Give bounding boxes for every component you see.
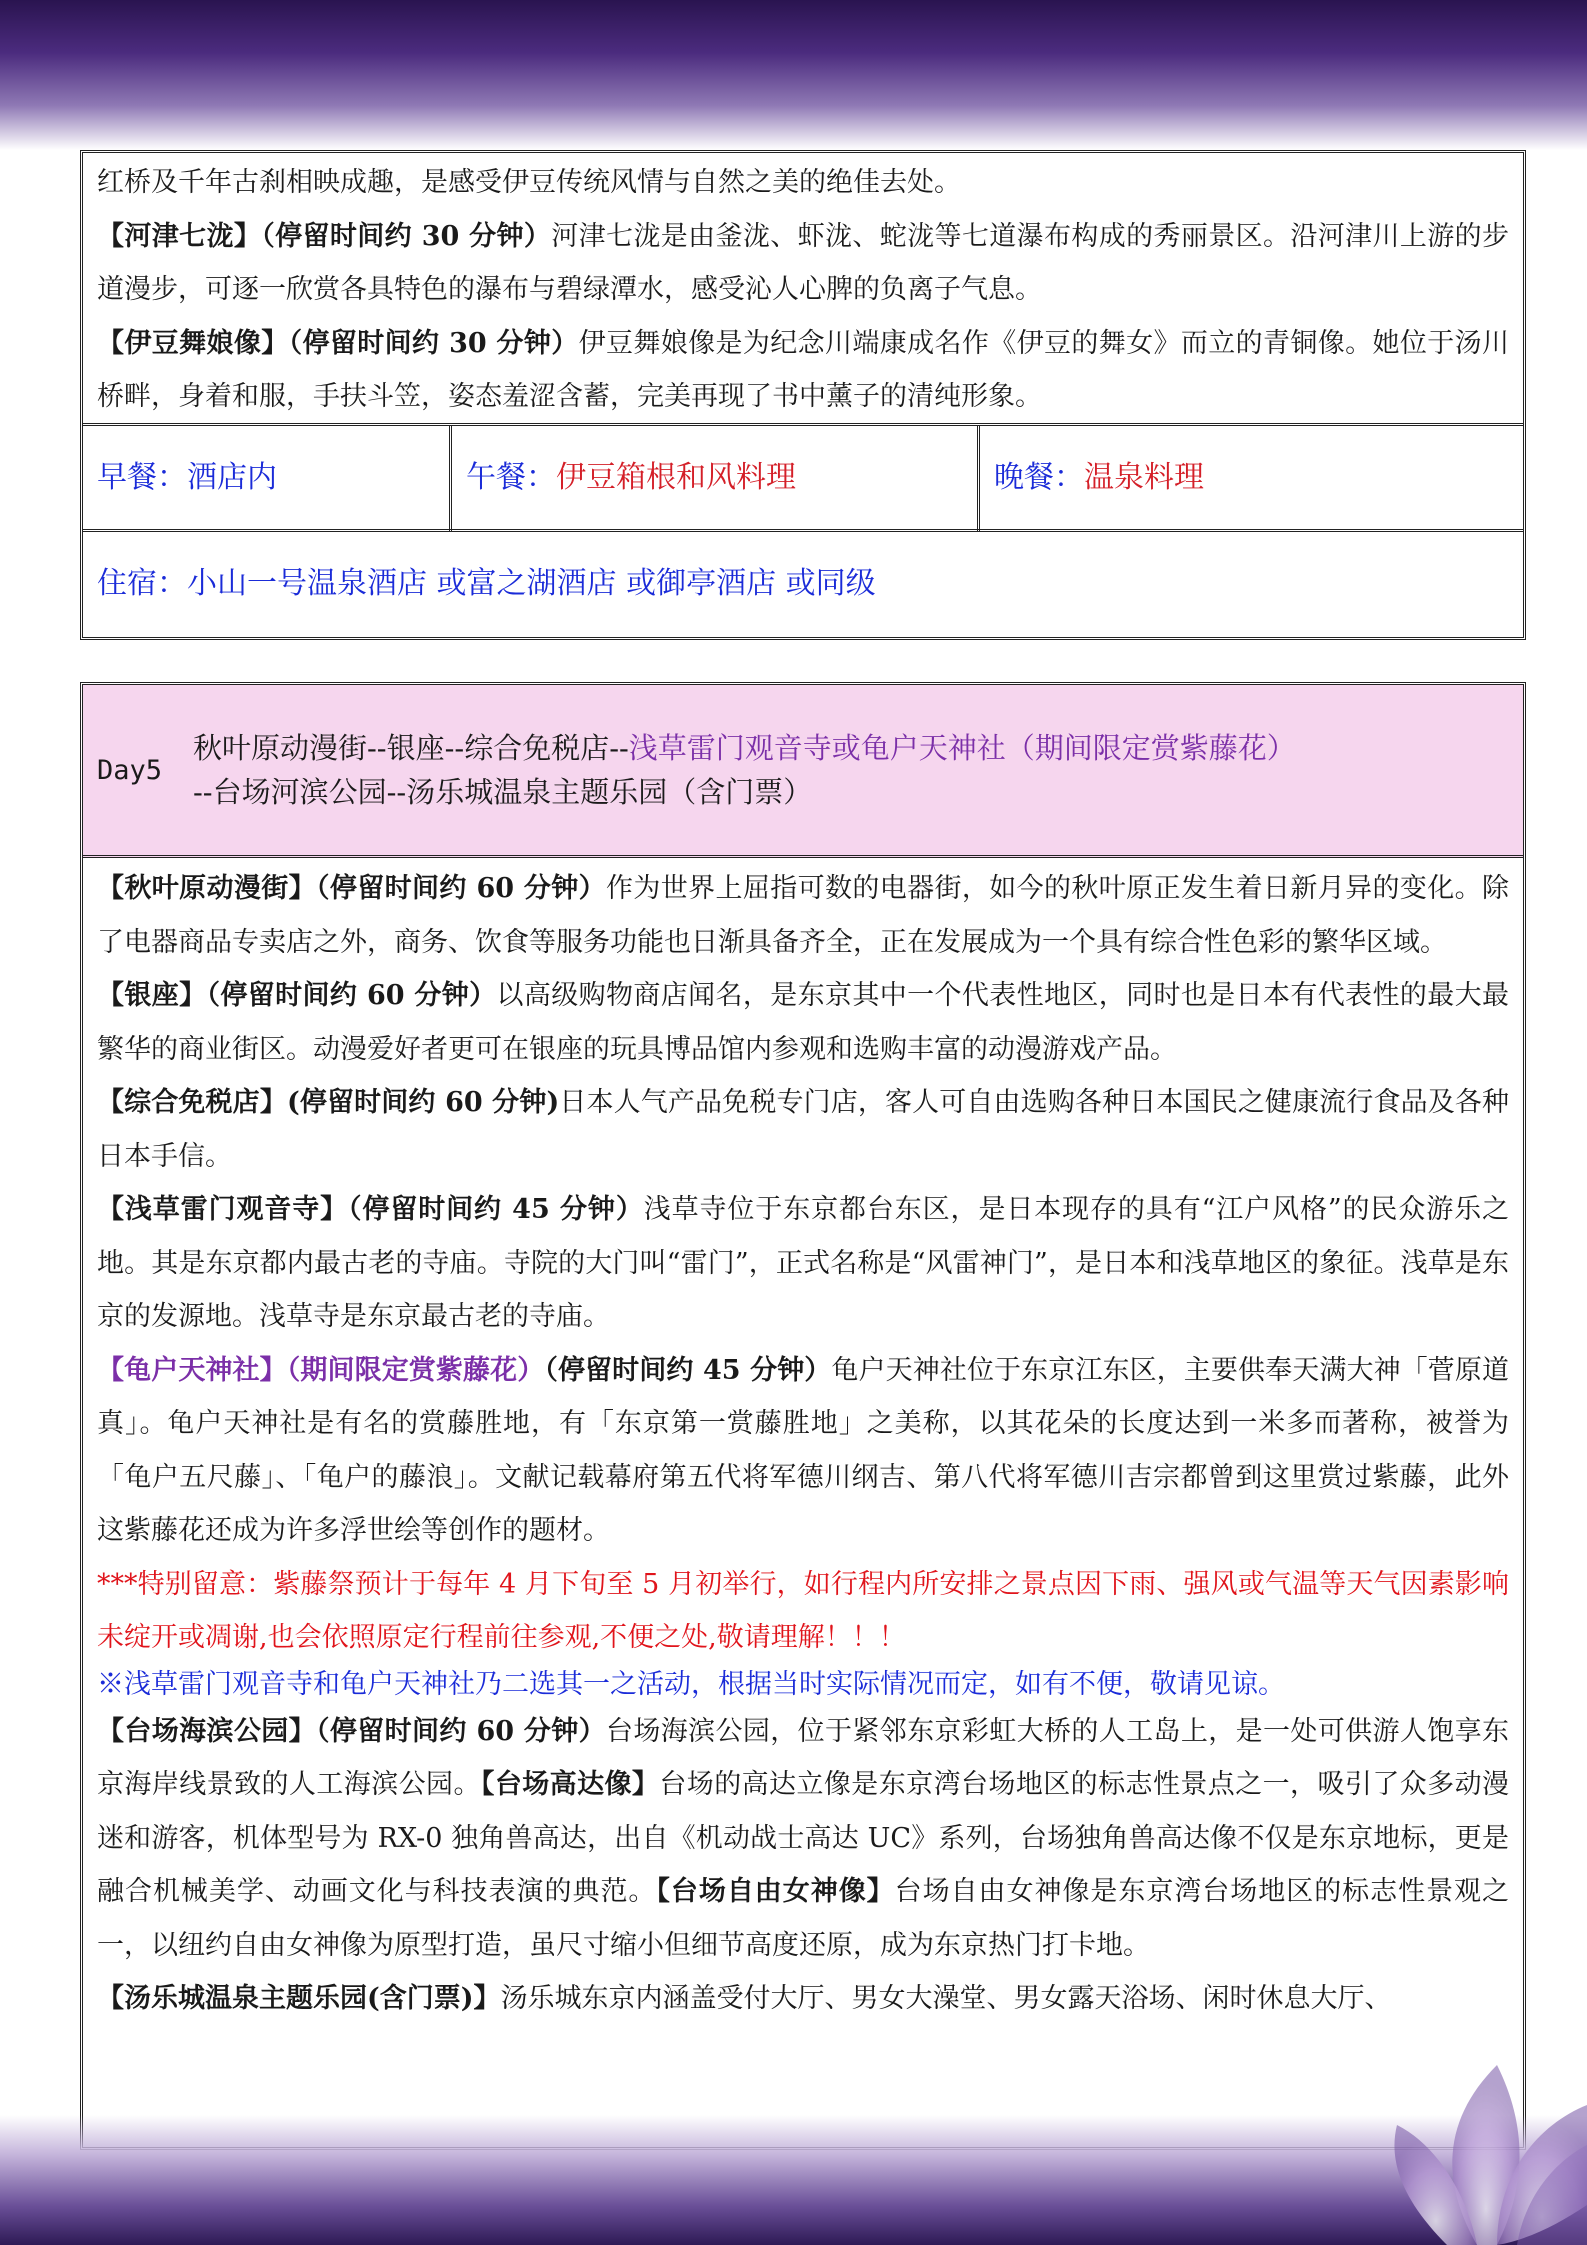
spot-odaiba	[97, 1705, 1509, 1973]
day-header	[83, 685, 1523, 858]
route-highlight: 浅草雷门观音寺或龟户天神社（期间限定赏紫藤花）	[628, 731, 1296, 765]
spot-kawazu	[97, 210, 1509, 317]
meal-value: 温泉料理	[1084, 460, 1204, 495]
spot-ginza	[97, 969, 1509, 1076]
spot-text: 作为世界上屈指可数的电器街，如今的秋叶原正发生着日新月异的变化。除了电器商品专卖店之外，商务、饮食等服务功能也日渐具备齐全，正在发展成为一个具有综合性色彩的繁华区域。	[97, 873, 1509, 958]
wisteria-notice: ***特别留意：紫藤祭预计于每年 4 月下旬至 5 月初举行，如行程内所安排之景点因下雨、强风或气温等天气因素影响未绽开或凋谢,也会依照原定行程前往参观,不便之处,敬请理解！！！	[97, 1568, 1509, 1653]
spot-text: 河津七泷是由釜泷、虾泷、蛇泷等七道瀑布构成的秀丽景区。沿河津川上游的步道漫步，可逐一欣赏各具特色的瀑布与碧绿潭水，感受沁人心脾的负离子气息。	[97, 220, 1509, 305]
meal-label: 早餐：	[97, 460, 187, 495]
spot-text: 浅草寺位于东京都台东区，是日本现存的具有“江户风格”的民众游乐之地。其是东京都内最古老的寺庙。寺院的大门叫“雷门”，正式名称是“风雷神门”，是日本和浅草地区的象征。浅草是东京的发源地。浅草寺是东京最古老的寺庙。	[97, 1194, 1510, 1332]
choice-notice: ※浅草雷门观音寺和龟户天神社乃二选其一之活动，根据当时实际情况而定，如有不便，敬请见谅。	[97, 1668, 1285, 1700]
spot-text: 日本人气产品免税专门店，客人可自由选购各种日本国民之健康流行食品及各种日本手信。	[97, 1087, 1509, 1172]
spot-kameido	[97, 1344, 1509, 1558]
meal-breakfast	[83, 426, 449, 532]
spot-title: 【综合免税店】(停留时间约 60 分钟)	[97, 1087, 560, 1118]
meal-label: 午餐：	[466, 460, 556, 495]
spot-text: 伊豆舞娘像是为纪念川端康成名作《伊豆的舞女》而立的青铜像。她位于汤川桥畔，身着和服，手扶斗笠，姿态羞涩含蓄，完美再现了书中薰子的清纯形象。	[97, 327, 1509, 412]
spot-text: 台场的高达立像是东京湾台场地区的标志性景点之一，吸引了众多动漫迷和游客，机体型号为 RX-0 独角兽高达，出自《机动战士高达 UC》系列，台场独角兽高达像不仅是东京地标，更是融合机械美学、动画文化与科技表演的典范。	[97, 1769, 1510, 1907]
spot-title: 【汤乐城温泉主题乐园(含门票)】	[97, 1983, 501, 2014]
day4-description	[83, 153, 1523, 424]
spot-time: （停留时间约 45 分钟）	[544, 1354, 832, 1386]
spot-title: 【浅草雷门观音寺】（停留时间约 45 分钟）	[97, 1194, 644, 1225]
spot-akihabara	[97, 862, 1509, 969]
intro-line: 红桥及千年古刹相映成趣，是感受伊豆传统风情与自然之美的绝佳去处。	[97, 167, 961, 198]
flower-decoration	[1327, 1945, 1587, 2245]
meal-value: 酒店内	[187, 460, 277, 495]
lily-flower-icon	[1327, 1945, 1587, 2245]
meal-value: 伊豆箱根和风料理	[556, 460, 796, 495]
spot-oedo-onsen	[97, 1972, 1509, 2026]
meal-dinner	[977, 426, 1523, 532]
spot-title: 【台场高达像】	[480, 1769, 660, 1800]
meals-row	[83, 423, 1523, 532]
spot-asakusa	[97, 1183, 1509, 1344]
spot-title: 【伊豆舞娘像】（停留时间约 30 分钟）	[97, 327, 579, 359]
route-part: 秋叶原动漫街--银座--综合免税店--	[193, 731, 629, 765]
spot-title: 【银座】（停留时间约 60 分钟）	[97, 980, 497, 1011]
spot-title: 【龟户天神社】（期间限定赏紫藤花）	[97, 1354, 545, 1386]
spot-title: 【秋叶原动漫街】（停留时间约 60 分钟）	[97, 873, 606, 904]
spot-text: 汤乐城东京内涵盖受付大厅、男女大澡堂、男女露天浴场、闲时休息大厅、	[500, 1983, 1392, 2014]
itinerary-block-day5	[80, 682, 1526, 2150]
day-label: Day5	[97, 754, 163, 786]
spot-text: 台场自由女神像是东京湾台场地区的标志性景观之一，以纽约自由女神像为原型打造，虽尺寸缩小但细节高度还原，成为东京热门打卡地。	[97, 1876, 1510, 1961]
hotel-row: 住宿：小山一号温泉酒店 或富之湖酒店 或御亭酒店 或同级	[83, 529, 1523, 635]
spot-dutyfree	[97, 1076, 1509, 1183]
header-decoration	[0, 0, 1587, 150]
itinerary-block-day4	[80, 150, 1526, 640]
spot-title: 【台场自由女神像】	[656, 1876, 895, 1907]
spot-title: 【台场海滨公园】（停留时间约 60 分钟）	[97, 1715, 606, 1747]
route-part: --台场河滨公园--汤乐城温泉主题乐园（含门票）	[193, 775, 813, 809]
meal-label: 晚餐：	[994, 460, 1084, 495]
spot-text: 龟户天神社位于东京江东区，主要供奉天满大神「菅原道真」。龟户天神社是有名的赏藤胜地，有「东京第一赏藤胜地」之美称，以其花朵的长度达到一米多而著称，被誉为「龟户五尺藤」、「龟户的藤浪」。文献记载幕府第五代将军德川纲吉、第八代将军德川吉宗都曾到这里赏过紫藤，此外这紫藤花还成为许多浮世绘等创作的题材。	[97, 1354, 1510, 1546]
meal-lunch	[449, 426, 977, 532]
day5-description	[83, 858, 1523, 2026]
spot-text: 以高级购物商店闻名，是东京其中一个代表性地区，同时也是日本有代表性的最大最繁华的商业街区。动漫爱好者更可在银座的玩具博品馆内参观和选购丰富的动漫游戏产品。	[97, 980, 1509, 1065]
day-route	[193, 726, 1296, 814]
spot-title: 【河津七泷】（停留时间约 30 分钟）	[97, 220, 552, 252]
spot-text: 台场海滨公园，位于紧邻东京彩虹大桥的人工岛上，是一处可供游人饱享东京海岸线景致的人工海滨公园。	[97, 1715, 1509, 1800]
spot-izu-dancer	[97, 317, 1509, 424]
